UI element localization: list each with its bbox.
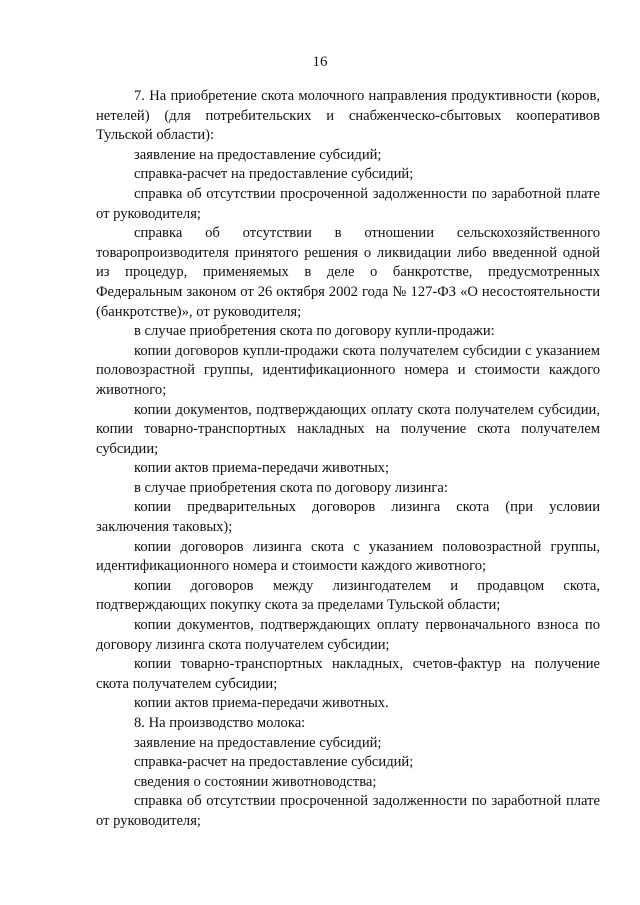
- list-item: копии актов приема-передачи животных;: [134, 460, 390, 477]
- list-item: копии договоров купли-продажи скота получателем субсидии с указанием половозрастной группы, идентификационного номера и стоимости каждого животного;: [96, 342, 600, 398]
- list-item: копии предварительных договоров лизинга скота (при условии заключения таковых);: [96, 499, 600, 536]
- document-body: [96, 87, 600, 832]
- list-item: заявление на предоставление субсидий;: [134, 146, 382, 163]
- page-number: 16: [312, 54, 328, 70]
- subsection-heading: в случае приобретения скота по договору купли-продажи:: [134, 323, 495, 340]
- list-item: копии договоров между лизингодателем и продавцом скота, подтверждающих покупку скота за пределами Тульской области;: [96, 577, 600, 614]
- list-item: копии товарно-транспортных накладных, счетов-фактур на получение скота получателем субсидии;: [96, 656, 600, 692]
- list-item: справка-расчет на предоставление субсидий;: [134, 166, 414, 183]
- section-heading: 8. На производство молока:: [134, 715, 306, 731]
- list-item: копии документов, подтверждающих оплату первоначального взноса по договору лизинга скота получателем субсидии;: [96, 617, 600, 653]
- list-item: справка-расчет на предоставление субсидий;: [134, 754, 414, 771]
- list-item: справка об отсутствии просроченной задолженности по заработной плате от руководителя;: [96, 185, 600, 222]
- list-item: копии актов приема-передачи животных.: [134, 695, 389, 712]
- subsection-heading: в случае приобретения скота по договору лизинга:: [134, 479, 448, 496]
- list-item: копии договоров лизинга скота с указанием половозрастной группы, идентификационного номера и стоимости каждого животного;: [96, 538, 600, 575]
- list-item: справка об отсутствии просроченной задолженности по заработной плате от руководителя;: [96, 793, 600, 829]
- list-item: копии документов, подтверждающих оплату скота получателем субсидии, копии товарно-транспортных накладных на получение скота получателем субсидии;: [96, 401, 600, 457]
- list-item: сведения о состоянии животноводства;: [134, 773, 377, 790]
- section-heading: 7. На приобретение скота молочного направления продуктивности (коров, нетелей) (для потребительских и снабженческо-сбытовых кооперативов Тульской области):: [96, 88, 600, 144]
- list-item: справка об отсутствии в отношении сельскохозяйственного товаропроизводителя принятого решения о ликвидации либо введенной одной из процедур, применяемых в деле о банкротстве, предусмотренных Федеральным законом от 26 октября 2002 года № 127-ФЗ «О несостоятельности (банкротстве)», от руководителя;: [96, 225, 600, 320]
- list-item: заявление на предоставление субсидий;: [134, 734, 382, 751]
